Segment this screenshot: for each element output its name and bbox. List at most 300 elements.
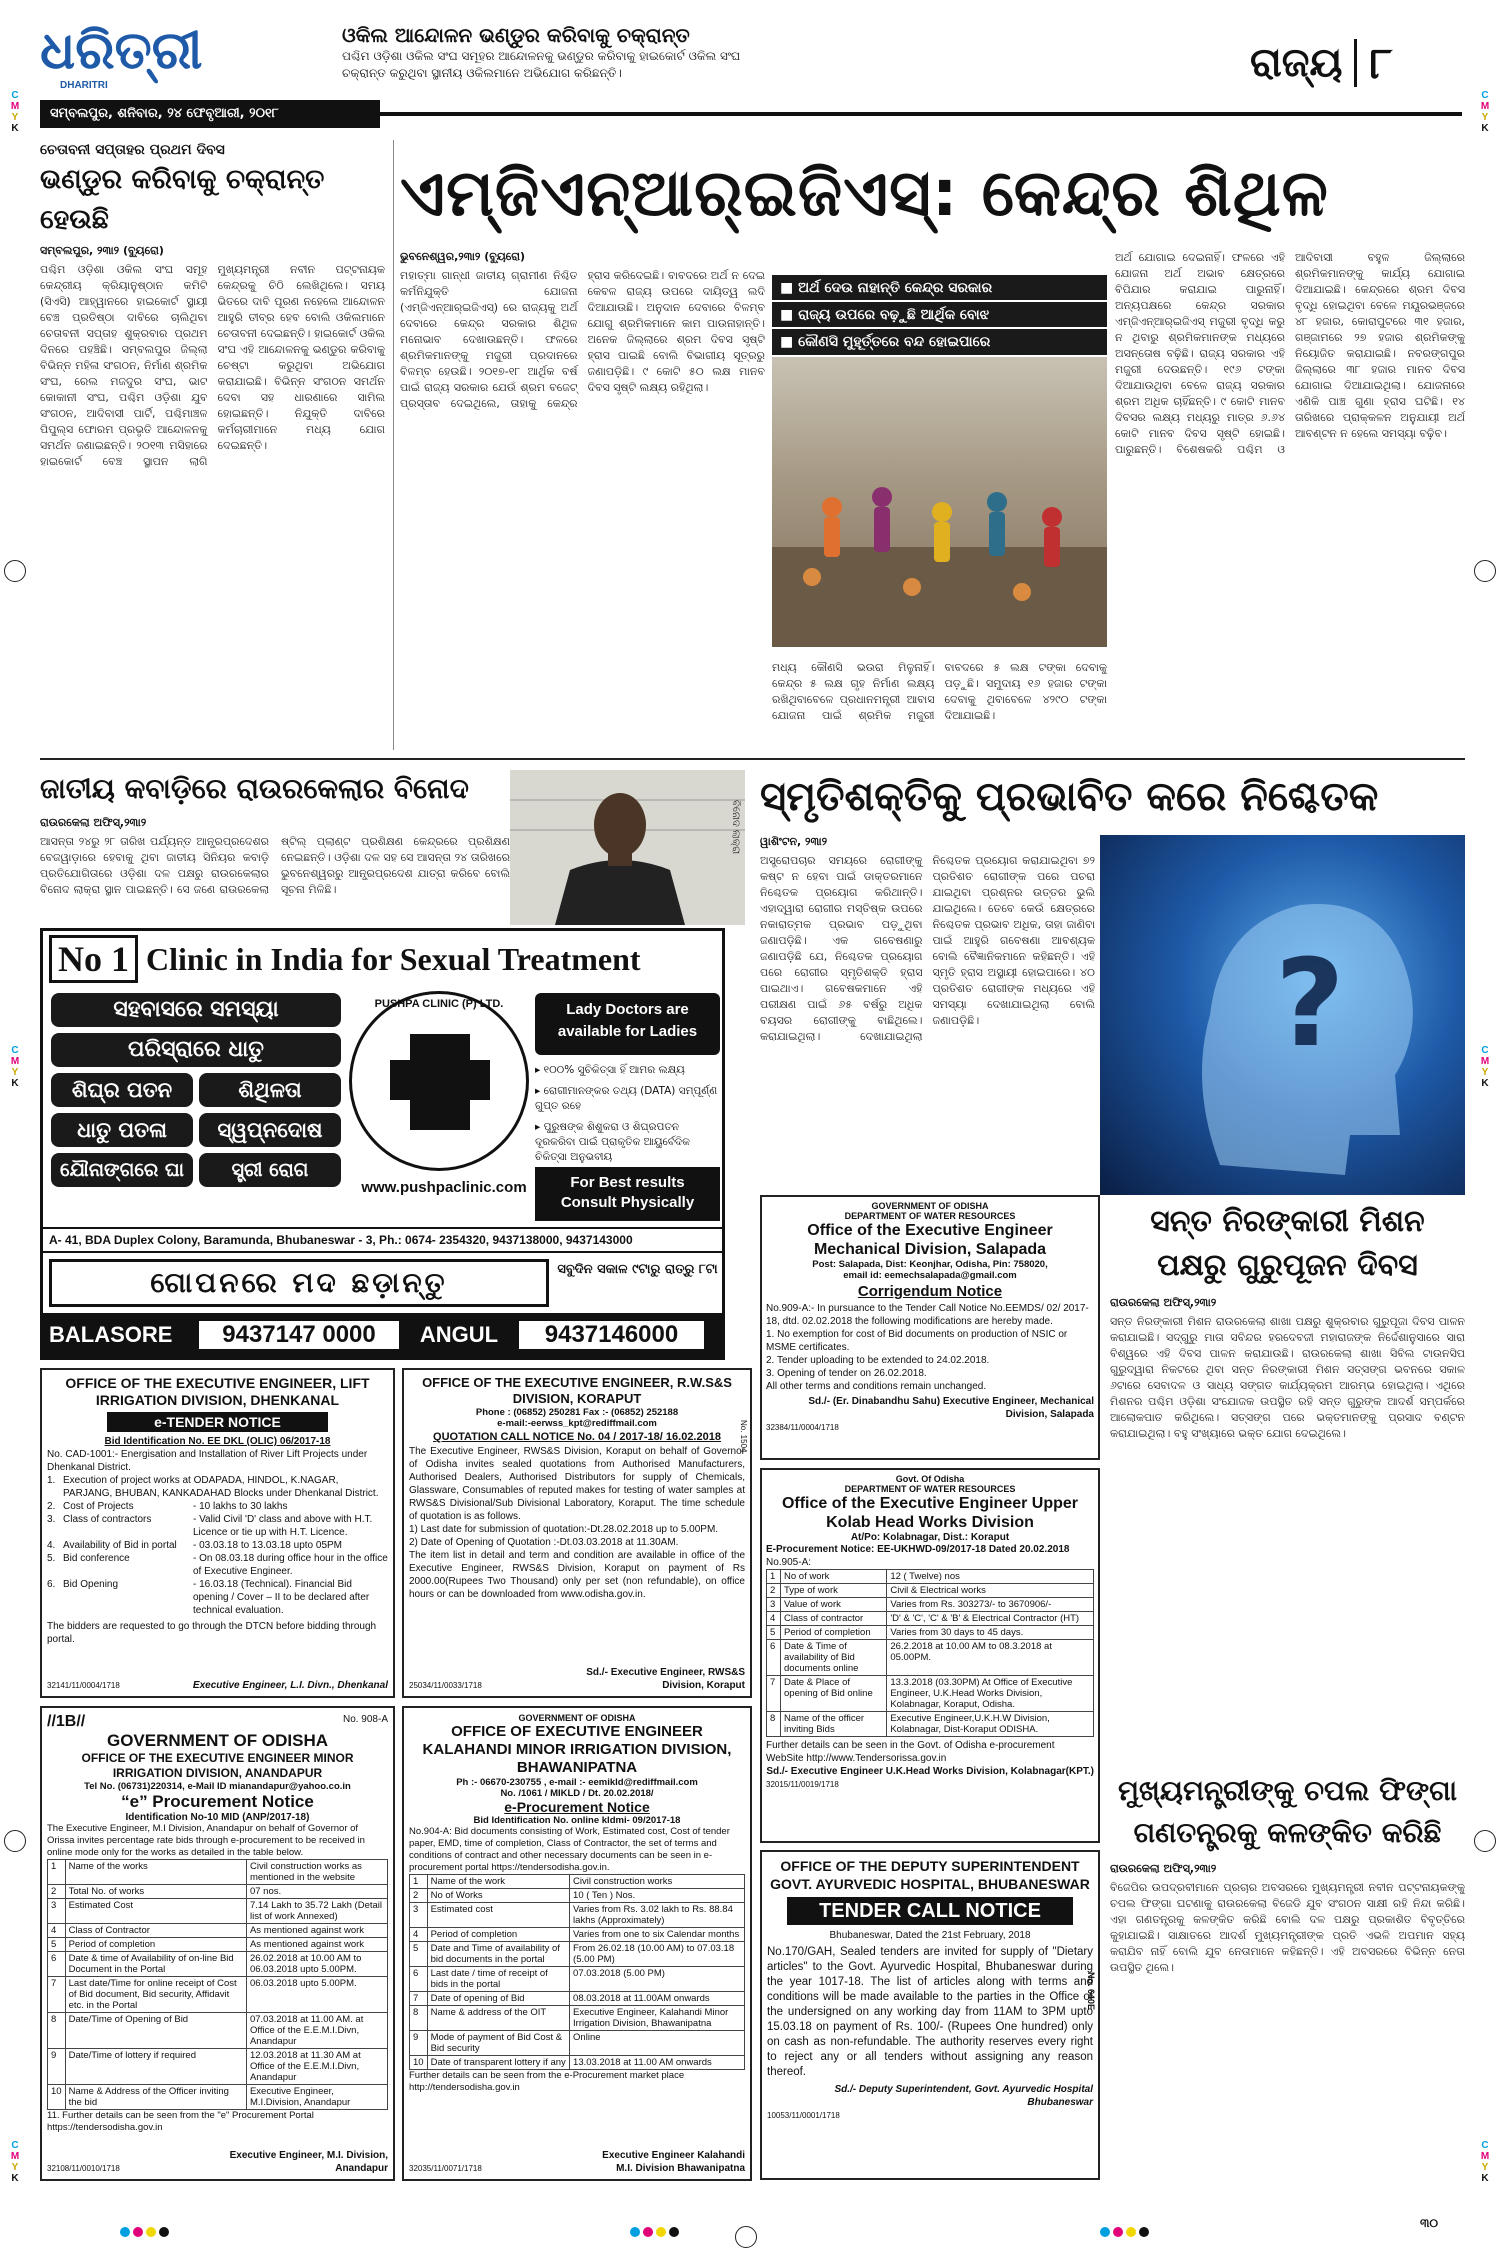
- row-number: 2: [767, 1584, 781, 1598]
- story-body: ବିଜେପିର ଉପଦ୍ରବୀମାନେ ପ୍ରଚାର ଅବସରରେ ମୁଖ୍ୟମନ୍ତ୍ରୀ ନବୀନ ପଟ୍ଟନାୟକଙ୍କୁ ଚପଲ ଫିଙ୍ଗା ଘଟଣାକୁ ରାଉରକେଲା ବିଜେଡି ଯୁବ ସଂଗଠନ ସାକ୍ଷୀ ରହି ନିନ୍ଦା କରିଛି। ଏହା ଗଣତନ୍ତ୍ରକୁ କଳଙ୍କିତ କରିଛି ବୋଲି ଦଳ ପକ୍ଷରୁ ପ୍ରକାଶିତ ବିବୃତ୍ତିରେ କୁହାଯାଇଛି। ସାକ୍ଷାତରେ ଆଦର୍ଶ ମୁଖ୍ୟମନ୍ତ୍ରୀଙ୍କ ପ୍ରତି ଏଭଳି ଅପମାନ ସହ୍ୟ କରାଯିବ ନାହିଁ ବୋଲି ଯୁବ ନେତାମାନେ କହିଛନ୍ତି। ଏହି ଅବସରରେ ବିଭିନ୍ନ ନେତା ଉପସ୍ଥିତ ଥିଲେ।: [1110, 1881, 1465, 1974]
- row-label: Name & address of the OIT: [427, 2006, 569, 2031]
- item-label: Bid conference: [63, 1553, 130, 1564]
- svg-text:?: ?: [1275, 935, 1345, 1074]
- clinic-website: www.pushpaclinic.com: [361, 1179, 527, 1196]
- item-number: 2.: [47, 1501, 56, 1512]
- notice-banner: e-TENDER NOTICE: [107, 1412, 328, 1432]
- notice-phone: Ph :- 06670-230755 , e-mail :- eemikld@rediffmail.com: [456, 1777, 698, 1788]
- footer-page-mark: ୩୦: [1420, 2216, 1439, 2230]
- table-row: [767, 1626, 1094, 1640]
- registration-mark: [1474, 1830, 1496, 1852]
- story-body: [760, 853, 1095, 1213]
- row-label: Date/Time of lottery if required: [65, 2049, 246, 2085]
- main-headline: ଏମ୍‌ଜିଏନ୍‌ଆର୍‌ଇଜିଏସ୍‌: କେନ୍ଦ୍ର ଶିଥିଳ: [400, 157, 1329, 231]
- story-headline: ସ୍ମୃତିଶକ୍ତିକୁ ପ୍ରଭାବିତ କରେ ନିଶ୍ଚେତକ: [760, 774, 1379, 820]
- row-number: 3: [767, 1598, 781, 1612]
- clinic-service: ଯୌନାଙ୍ଗରେ ଘା: [51, 1153, 193, 1187]
- item-label: Availability of Bid in portal: [63, 1540, 177, 1551]
- story-body: ଆସନ୍ତା ୨୪ରୁ ୨୮ ତାରିଖ ପର୍ଯ୍ୟନ୍ତ ଆନ୍ଧ୍ରପ୍ରଦେଶର ବେଜୱାଡ଼ାରେ ହେବାକୁ ଥିବା ଜାତୀୟ ସିନିୟର କବାଡ଼ି ପ୍ରତିଯୋଗିତାରେ ଓଡ଼ିଶା ଦଳ ପକ୍ଷରୁ ରାଉରକେଲାର ବିନୋଦ ଲାକ୍ରା ସ୍ଥାନ ପାଇଛନ୍ତି। ସେ ଜଣେ ରାଉରକେଲା ଷ୍ଟିଲ୍ ପ୍ଲାଣ୍ଟ ପ୍ରଶିକ୍ଷଣ କେନ୍ଦ୍ରରେ ପ୍ରଶିକ୍ଷଣ ନେଇଛନ୍ତି। ଓଡ଼ିଶା ଦଳ ସହ ସେ ଆସନ୍ତା ୨୪ ତାରିଖରେ ଭୁବନେଶ୍ୱରରୁ ଆନ୍ଧ୍ରପ୍ରଦେଶ ଯାତ୍ରା କରିବେ ବୋଲି ସୂଚନା ମିଳିଛି।: [40, 835, 510, 896]
- list-item: [47, 1500, 388, 1513]
- row-number: 9: [48, 2049, 66, 2085]
- notice-item: 1. No exemption for cost of Bid documents on production of NSIC or MSME certificates.: [766, 1329, 1068, 1353]
- story-body-part: ଅସ୍ତ୍ରୋପଚାର ସମୟରେ ରୋଗୀଙ୍କୁ କଷ୍ଟ ନ ହେବା ପାଇଁ ଡାକ୍ତରମାନେ ନିଶ୍ଚେତକ ପ୍ରୟୋଗ କରିଥାନ୍ତି। ଏହାଦ୍ୱାରା ରୋଗୀର ମସ୍ତିଷ୍କ ଉପରେ ନକାରାତ୍ମକ ପ୍ରଭାବ ପଡ଼ୁଥିବା ଜଣାପଡ଼ିଛି। ଏକ ଗବେଷଣାରୁ ଜଣାପଡ଼ିଛି ଯେ, ନିଶ୍ଚେତକ ପ୍ରୟୋଗ ପରେ ରୋଗୀର ସ୍ମୃତିଶକ୍ତି ହ୍ରାସ ପାଇଥାଏ। ଗବେଷକମାନେ ଏହି ପରୀକ୍ଷଣ ପାଇଁ ୬୫ ବର୍ଷରୁ ଅଧିକ ବୟସର ରୋଗୀଙ୍କୁ ବାଛିଥିଲେ।: [760, 854, 923, 1027]
- row-label: Date and Time of availability of bid documents in the portal: [427, 1942, 569, 1967]
- notice-ref: 10053/11/0001/1718: [767, 2111, 840, 2120]
- notice-ref: 32035/11/0071/1718: [409, 2164, 482, 2173]
- story-body-part: ମହାତ୍ମା ଗାନ୍ଧୀ ଜାତୀୟ ଗ୍ରାମୀଣ ନିଶ୍ଚିତ କର୍ମନିଯୁକ୍ତି ଯୋଜନା (ଏମ୍‌ଜିଏନ୍‌ଆର୍‌ଇଜିଏସ୍‌) ରେ ରାଜ୍ୟକୁ ଅର୍ଥ ଦେବାରେ କେନ୍ଦ୍ର ସରକାର ଶିଥିଳ ମନୋଭାବ ଦେଖାଉଛନ୍ତି। ଫଳରେ ଶ୍ରମିକମାନଙ୍କୁ ମଜୁରୀ ପ୍ରଦାନରେ ବିଳମ୍ବ ହେଉଛି। ୨୦୧୭-୧୮ ଆର୍ଥିକ ବର୍ଷ ପାଇଁ ରାଜ୍ୟ ସରକାର ଯେଉଁ ଶ୍ରମ ବଜେଟ୍‌ ପ୍ରସ୍ତାବ ଦେଇଥିଲେ, ତାହାକୁ କେନ୍ଦ୍ର ହ୍ରାସ କରିଦେଇଛି।: [400, 269, 665, 410]
- clinic-service: ସହବାସରେ ସମସ୍ୟା: [51, 993, 341, 1027]
- item-number: 1.: [47, 1475, 56, 1486]
- story-headline: ଭଣ୍ଡୁର କରିବାକୁ ଚକ୍ରାନ୍ତ ହେଉଛି: [40, 164, 325, 235]
- row-value: 07 nos.: [246, 1885, 387, 1899]
- feature-text: ପୁରୁଷଙ୍କ ଶିଶୁକରା ଓ ଶିଘ୍ରପତନ ଦୂରକରିବା ପାଇଁ ପ୍ରାକୃତିକ ଆୟୁର୍ବେଦିକ ଚିକିତ୍ସା ଅନୁଭବୀୟ: [535, 1121, 690, 1163]
- table-row: [48, 1938, 388, 1952]
- row-value: From 26.02.18 (10.00 AM) to 07.03.18 (5.00 PM): [570, 1942, 745, 1967]
- notice-number: No. /1061 / MIKLD / Dt. 20.02.2018/: [500, 1788, 654, 1799]
- cmk-marks: C M Y K: [1480, 1045, 1490, 1089]
- city-label: ANGUL: [419, 1322, 499, 1347]
- row-number: 5: [410, 1942, 428, 1967]
- clinic-service: ସ୍ତ୍ରୀ ରୋଗ: [199, 1153, 341, 1187]
- bullet-text: ଅର୍ଥ ଦେଉ ନାହାନ୍ତି କେନ୍ଦ୍ର ସରକାର: [798, 280, 993, 296]
- section-divider: [1354, 39, 1357, 87]
- bid-identification: Bid Identification No. online kldmi- 09/2017-18: [473, 1815, 681, 1826]
- item-number: 3.: [47, 1514, 56, 1525]
- table-row: [48, 1952, 388, 1977]
- row-number: 2: [410, 1889, 428, 1903]
- clinic-banner: ଗୋପନରେ ମଦ ଛଡ଼ାନ୍ତୁ: [49, 1259, 549, 1307]
- memory-story-col: [760, 835, 1095, 1213]
- item-number: 4.: [47, 1540, 56, 1551]
- story-dateline: ଭୁବନେଶ୍ୱର,୨୩ା୨ (ବ୍ୟୁରୋ): [400, 250, 526, 263]
- notice-item: All other terms and conditions remain unchanged.: [766, 1381, 987, 1392]
- table-row: [767, 1570, 1094, 1584]
- notice-line: The item list in detail and term and condition are available in office of the Executive Engineer, RWS&S Division, Koraput on payment of Rs 2000.00(Rupees Two Thousand) only per set (non refundable), on office hours or can be downloaded from www.odisha.gov.in.: [409, 1550, 745, 1600]
- clinic-ad: [40, 928, 725, 1360]
- row-number: 1: [410, 1875, 428, 1889]
- lead-left-story: [40, 140, 385, 802]
- anandapur-notice: [40, 1706, 395, 2181]
- notice-table: [766, 1569, 1094, 1737]
- notice-title: OFFICE OF THE EXECUTIVE ENGINEER, R.W.S&S DIVISION, KORAPUT: [422, 1375, 732, 1406]
- story-body: ମଧ୍ୟ କୌଣସି ଭଉରା ମିଳୁନାହିଁ। କେନ୍ଦ୍ର ୫ ଲକ୍ଷ ଗୃହ ନିର୍ମାଣ ଲକ୍ଷ୍ୟ ରଖିଥିବାବେଳେ ପ୍ରଧାନମନ୍ତ୍ରୀ ଆବାସ ଯୋଜନା ପାଇଁ ଶ୍ରମିକ ମଜୁରୀ ବାବଦରେ ୫ ଲକ୍ଷ ଟଙ୍କା ଦେବାକୁ ପଡ଼ୁଛି। ସମୁଦାୟ ୧୬ ହଜାର ଟଙ୍କା ଦେବାକୁ ଥିବାବେଳେ ୪୨୯୦ ଟଙ୍କା ଦିଆଯାଇଛି।: [772, 661, 1107, 722]
- clinic-title: [49, 935, 719, 983]
- row-label: Date & Time of availability of Bid documents online: [781, 1640, 887, 1676]
- row-label: Value of work: [781, 1598, 887, 1612]
- player-photo: [510, 770, 745, 925]
- row-number: 3: [48, 1899, 66, 1924]
- story-body: [400, 268, 765, 753]
- clinic-feature: ▸ ପୁରୁଷଙ୍କ ଶିଶୁକରା ଓ ଶିଘ୍ରପତନ ଦୂରକରିବା ପାଇଁ ପ୍ରାକୃତିକ ଆୟୁର୍ବେଦିକ ଚିକିତ୍ସା ଅନୁଭବୀୟ: [535, 1121, 690, 1163]
- story-dateline: ସମ୍ବଲପୁର, ୨୩ା୨ (ବ୍ୟୁରୋ): [40, 244, 164, 257]
- notice-phone: Tel No. (06731)220314, e-Mail ID mianandapur@yahoo.co.in: [84, 1781, 351, 1792]
- row-number: 1: [48, 1860, 66, 1885]
- notice-ref: 32141/11/0004/1718: [47, 1681, 120, 1690]
- notice-signature: Executive Engineer, L.I. Divn., Dhenkanal: [192, 1680, 388, 1691]
- feature-text: ୧୦୦% ସୁଚିକିତ୍ସା ହିଁ ଆମର ଲକ୍ଷ୍ୟ: [543, 1064, 685, 1076]
- rwss-notice: [402, 1368, 752, 1698]
- item-value: - Valid Civil 'D' class and above with H.T. Licence or tie up with H.T. Licence.: [193, 1514, 373, 1538]
- cm-story: [1110, 1770, 1465, 2180]
- bullet-item: ■ କୌଣସି ମୁହୂର୍ତ୍ତରେ ବନ୍ଦ ହୋଇପାରେ: [772, 329, 1107, 355]
- top-teaser: [342, 22, 1242, 82]
- table-row: [410, 1875, 745, 1889]
- notice-footer: 11. Further details can be seen from the "e" Procurement Portal https://tendersodisha.gov.in: [47, 2110, 314, 2133]
- row-label: Name of the works: [65, 1860, 246, 1885]
- row-label: Period of completion: [65, 1938, 246, 1952]
- phone-number[interactable]: 9437147 0000: [199, 1321, 399, 1349]
- notice-title: Office of the Executive Engineer Mechanical Division, Salapada: [807, 1222, 1053, 1258]
- clinic-seal: [349, 991, 529, 1171]
- page-number: ୮: [1369, 37, 1393, 89]
- row-number: 8: [767, 1712, 781, 1737]
- notice-side-number: No. 640E: [1086, 1972, 1096, 2011]
- row-label: Date/Time of Opening of Bid: [65, 2013, 246, 2049]
- row-value: As mentioned against work: [246, 1924, 387, 1938]
- row-number: 5: [767, 1626, 781, 1640]
- notice-address: Post: Salapada, Dist: Keonjhar, Odisha, Pin: 758020,: [812, 1259, 1048, 1270]
- item-label: Class of contractors: [63, 1514, 152, 1525]
- row-label: No of work: [781, 1570, 887, 1584]
- notice-date: Bhubaneswar, Dated the 21st February, 2018: [829, 1930, 1031, 1941]
- masthead-logo: [40, 22, 340, 102]
- clinic-phone-bar: [43, 1313, 722, 1357]
- row-number: 4: [767, 1612, 781, 1626]
- story-kicker: ଚେତାବନୀ ସପ୍ତାହର ପ୍ରଥମ ଦିବସ: [40, 142, 225, 158]
- row-label: Date of transparent lottery if any: [427, 2056, 569, 2070]
- notice-banner: TENDER CALL NOTICE: [787, 1897, 1073, 1925]
- row-label: Name of the officer inviting Bids: [781, 1712, 887, 1737]
- notice-signature: Sd./- Executive Engineer U.K.Head Works Division, Kolabnagar(KPT.): [766, 1766, 1094, 1777]
- row-value: Executive Engineer,U.K.H.W Division, Kolabnagar, Dist-Koraput ODISHA.: [887, 1712, 1094, 1737]
- story-dateline: ରାଉରକେଲା ଅଫିସ୍‌,୨୩ା୨: [1110, 1296, 1217, 1309]
- table-row: [767, 1598, 1094, 1612]
- row-number: 6: [767, 1640, 781, 1676]
- row-value: Civil & Electrical works: [887, 1584, 1094, 1598]
- photo-caption: ବିନୋଦ ଲାକ୍ରା: [730, 800, 741, 855]
- player-illustration: [510, 770, 745, 925]
- bullet-text: କୌଣସି ମୁହୂର୍ତ୍ତରେ ବନ୍ଦ ହୋଇପାରେ: [798, 334, 991, 350]
- notice-tagline: [47, 1713, 388, 1731]
- row-value: 08.03.2018 at 11.00AM onwards: [570, 1992, 745, 2006]
- notice-banner: Corrigendum Notice: [857, 1283, 1003, 1300]
- row-value: Civil construction works: [570, 1875, 745, 1889]
- row-value: Varies from Rs. 303273/- to 3670906/-: [887, 1598, 1094, 1612]
- top-teaser-line: ପଶ୍ଚିମ ଓଡ଼ିଶା ଓକିଲ ସଂଘ ସମୂହର ଆନ୍ଦୋଳନକୁ ଭଣ୍ଡୁର କରିବାକୁ ହାଇକୋର୍ଟ ଓକିଲ ସଂଘ: [342, 49, 741, 63]
- clinic-address: A- 41, BDA Duplex Colony, Baramunda, Bhubaneswar - 3, Ph.: 0674- 2354320, 9437138000, 9437143000: [43, 1227, 722, 1253]
- row-value: Varies from Rs. 3.02 lakh to Rs. 88.84 lakhs (Approximately): [570, 1903, 745, 1928]
- item-value: - 03.03.18 to 13.03.18 upto 05PM: [193, 1540, 342, 1551]
- row-value: Executive Engineer, M.I.Division, Anandapur: [246, 2085, 387, 2110]
- notice-gov: GOVERNMENT OF ODISHA: [518, 1713, 636, 1723]
- feature-text: ରୋଗୀମାନଙ୍କର ତଥ୍ୟ (DATA) ସମ୍ପୂର୍ଣ୍ଣ ଗୁପ୍ତ ରହେ: [535, 1085, 718, 1112]
- masthead-rule: [380, 112, 1462, 116]
- notice-list: [47, 1474, 388, 1617]
- story-headline: ମୁଖ୍ୟମନ୍ତ୍ରୀଙ୍କୁ ଚପଲ ଫିଙ୍ଗା: [1117, 1774, 1458, 1807]
- row-value: 26.2.2018 at 10.00 AM to 08.3.2018 at 05.00PM.: [887, 1640, 1094, 1676]
- notice-line: 1) Last date for submission of quotation:-Dt.28.02.2018 up to 5.00PM.: [409, 1524, 719, 1535]
- notice-dept: DEPARTMENT OF WATER RESOURCES: [844, 1484, 1016, 1494]
- color-bar: [120, 2222, 172, 2241]
- city-label: BALASORE: [49, 1322, 173, 1347]
- item-label: Execution of project works at ODAPADA, HINDOL, K.NAGAR, PARJANG, BHUBAN, KANKADAHAD Blocks under Dhenkanal District.: [63, 1475, 379, 1499]
- table-row: [767, 1676, 1094, 1712]
- section-rule: [40, 758, 1465, 760]
- list-item: [47, 1474, 388, 1500]
- notice-footer: The bidders are requested to go through the DTCN before bidding through portal.: [47, 1621, 377, 1645]
- row-number: 4: [48, 1924, 66, 1938]
- table-row: [48, 1977, 388, 2013]
- row-value: Civil construction works as mentioned in the website: [246, 1860, 387, 1885]
- row-label: Date & Place of opening of Bid online: [781, 1676, 887, 1712]
- notice-table: [47, 1859, 388, 2110]
- head-illustration: [1100, 835, 1465, 1195]
- notice-body: No. CAD-1001:- Energisation and Installation of River Lift Projects under Dhenkanal District.: [47, 1449, 368, 1473]
- table-row: [48, 2085, 388, 2110]
- workers-illustration: [772, 357, 1107, 647]
- table-row: [767, 1612, 1094, 1626]
- table-row: [410, 2031, 745, 2056]
- bullet-text: ରାଜ୍ୟ ଉପରେ ବଢ଼ୁଛି ଆର୍ଥିକ ବୋଝ: [798, 307, 990, 323]
- clinic-service: ଧାତୁ ପତଳା: [51, 1113, 193, 1147]
- color-bar: [630, 2222, 682, 2241]
- bullet-item: ■ ରାଜ୍ୟ ଉପରେ ବଢ଼ୁଛି ଆର୍ଥିକ ବୋଝ: [772, 302, 1107, 328]
- row-label: Type of work: [781, 1584, 887, 1598]
- row-number: 7: [410, 1992, 428, 2006]
- story-body: [1115, 250, 1465, 740]
- story-body: ପଶ୍ଚିମ ଓଡ଼ିଶା ଓକିଲ ସଂଘ ସମୂହ କେନ୍ଦ୍ରୀୟ କ୍ରିୟାନୁଷ୍ଠାନ କମିଟି (ସିଏସି) ଆହ୍ୱାନରେ ହାଇକୋର୍ଟ ସ୍ଥାୟୀ ବେଞ୍ଚ ପ୍ରତିଷ୍ଠା ଦାବିରେ ଚାଲିଥିବା ଚେତାବନୀ ସପ୍ତାହ ଶୁକ୍ରବାର ପ୍ରଥମ ଦିନରେ ପହଞ୍ଚିଛି। ସମ୍ବଲପୁର ଜିଲ୍ଲା ବିଭିନ୍ନ ମହିଳା ସଂଗଠନ, ନିର୍ମାଣ ଶ୍ରମିକ ସଂଘ, ରେଲ ମଜଦୁର ସଂଘ, ଭାଟ କୋକାନୀ ସଂଘ, ପଶ୍ଚିମ ଓଡ଼ିଶା ଯୁବ ସଂଗଠନ, ଆଦିବାସୀ ପାର୍ଟି, ପଶ୍ଚିମାଞ୍ଚଳ ପିପୁଲ୍ସ ଫୋରମ ପ୍ରଭୃତି ଆନ୍ଦୋଳନକୁ ସମର୍ଥନ ଜଣାଇଛନ୍ତି। ୨୦୧୩ ମସିହାରେ ହାଇକୋର୍ଟ ବେଞ୍ଚ ସ୍ଥାପନ ଲାଗି ମୁଖ୍ୟମନ୍ତ୍ରୀ ନବୀନ ପଟ୍ଟନାୟକ କେନ୍ଦ୍ରକୁ ଚିଠି ଲେଖିଥିଲେ। ସମୟ ଭିତରେ ଦାବି ପୂରଣ ନହେଲେ ଆନ୍ଦୋଳନ ଆହୁରି ତୀବ୍ର ହେବ ବୋଲି ଓକିଲମାନେ ଚେତାବନୀ ଦେଇଛନ୍ତି। ହାଇକୋର୍ଟ ଓକିଲ ସଂଘ ଏହି ଆନ୍ଦୋଳନକୁ ଭଣ୍ଡୁର କରିବାକୁ ଚେଷ୍ଟା କରୁଥିବା ଅଭିଯୋଗ କରାଯାଇଛି। ବିଭିନ୍ନ ସଂଗଠନ ସମର୍ଥନ ଦେବା ସହ ଧାରଣାରେ ସାମିଲ ହୋଇଛନ୍ତି। ନିଯୁକ୍ତି ଦାବିରେ କର୍ମଚାରୀମାନେ ମଧ୍ୟ ଯୋଗ ଦେଇଛନ୍ତି।: [40, 263, 385, 468]
- row-value: 'D' & 'C', 'C' & 'B' & Electrical Contractor (HT): [887, 1612, 1094, 1626]
- notice-signature: Sd./- Deputy Superintendent, Govt. Ayurvedic Hospital Bhubaneswar: [834, 2084, 1093, 2108]
- notice-ref: 32015/11/0019/1718: [766, 1780, 839, 1789]
- clinic-features: [535, 1063, 720, 1165]
- cmk-marks: C M Y K: [1480, 2140, 1490, 2184]
- notice-title: OFFICE OF THE EXECUTIVE ENGINEER, LIFT IRRIGATION DIVISION, DHENKANAL: [65, 1375, 370, 1408]
- table-row: [767, 1640, 1094, 1676]
- notice-phone: Phone : (06852) 250281 Fax :- (06852) 252188: [475, 1407, 679, 1418]
- dateline-bar: ସମ୍ବଲପୁର, ଶନିବାର, ୨୪ ଫେବୃଆରୀ, ୨୦୧୮: [40, 100, 380, 128]
- main-story-col: [772, 660, 1107, 740]
- table-row: [767, 1712, 1094, 1737]
- row-label: Name & Address of the Officer inviting the bid: [65, 2085, 246, 2110]
- lady-doctors-badge: Lady Doctors are available for Ladies: [535, 993, 720, 1055]
- notice-number: QUOTATION CALL NOTICE No. 04 / 2017-18/ 16.02.2018: [433, 1431, 721, 1443]
- notice-number: E-Procurement Notice: EE-UKHWD-09/2017-18 Dated 20.02.2018: [766, 1544, 1070, 1555]
- bid-identification: Bid Identification No. EE DKL (OLIC) 06/2017-18: [104, 1436, 331, 1447]
- notice-body: No.909-A:- In pursuance to the Tender Call Notice No.EEMDS/ 02/ 2017-18, dtd. 02.02.2018 the following modifications are hereby made.: [766, 1303, 1089, 1327]
- lead-main-story: [400, 150, 1465, 238]
- table-row: [410, 1992, 745, 2006]
- registration-mark: [1474, 560, 1496, 582]
- table-row: [410, 1928, 745, 1942]
- bullet-item: ■ ଅର୍ଥ ଦେଉ ନାହାନ୍ତି କେନ୍ଦ୍ର ସରକାର: [772, 275, 1107, 301]
- section-name: ରାଜ୍ୟ: [1250, 40, 1343, 86]
- item-label: Cost of Projects: [63, 1501, 134, 1512]
- notice-footer: Further details can be seen from the e-Procurement market place http://tendersodisha.gov.in: [409, 2070, 685, 2093]
- row-number: 2: [48, 1885, 66, 1899]
- notice-item: 3. Opening of tender on 26.02.2018.: [766, 1368, 927, 1379]
- story-dateline: ୱାଶିଂଟନ, ୨୩ା୨: [760, 835, 828, 848]
- story-headline: ଜାତୀୟ କବାଡ଼ିରେ ରାଉରକେଲାର ବିନୋଦ: [40, 772, 469, 805]
- row-value: 07.03.2018 (5.00 PM): [570, 1967, 745, 1992]
- row-number: 6: [410, 1967, 428, 1992]
- clinic-feature: ▸ ୧୦୦% ସୁଚିକିତ୍ସା ହିଁ ଆମର ଲକ୍ଷ୍ୟ: [535, 1064, 685, 1076]
- row-value: Online: [570, 2031, 745, 2056]
- clinic-feature: ▸ ରୋଗୀମାନଙ୍କର ତଥ୍ୟ (DATA) ସମ୍ପୂର୍ଣ୍ଣ ଗୁପ୍ତ ରହେ: [535, 1085, 718, 1112]
- row-value: 07.03.2018 at 11.00 AM. at Office of the E.E.M.I.Divn, Anandapur: [246, 2013, 387, 2049]
- cmk-marks: C M Y K: [10, 1045, 20, 1089]
- row-number: 10: [410, 2056, 428, 2070]
- notice-body: The Executive Engineer, RWS&S Division, Koraput on behalf of Governor of Odisha invites sealed quotations from Authorised Manufacturers, Authorised Dealers, Authorised Distributors for supply of Chemicals, Glassware, Consumables of reputed makes for testing of water samples at RWS&S Divisional/Sub Divisional Laboratory, Koraput. The time schedule of quotation is as follows.: [409, 1446, 745, 1522]
- row-label: Date of opening of Bid: [427, 1992, 569, 2006]
- table-row: [767, 1584, 1094, 1598]
- row-number: 4: [410, 1928, 428, 1942]
- notice-email: email id: eemechsalapada@gmail.com: [843, 1270, 1017, 1281]
- column-rule: [393, 140, 394, 750]
- notice-title: Office of the Executive Engineer Upper Kolab Head Works Division: [781, 1495, 1079, 1531]
- nirankari-story: [1110, 1200, 1465, 1684]
- main-story-col: [400, 250, 765, 753]
- item-number: 5.: [47, 1553, 56, 1564]
- ayurvedic-notice: [760, 1850, 1100, 2180]
- clinic-service: ଶିଘ୍ର ପତନ: [51, 1073, 193, 1107]
- table-row: [48, 2049, 388, 2085]
- row-value: 06.03.2018 upto 5.00PM.: [246, 1977, 387, 2013]
- row-label: Class of contractor: [781, 1612, 887, 1626]
- notice-body: No.904-A: Bid documents consisting of Work, Estimated cost, Cost of tender paper, EMD, time of completion, Class of Contractor, the set of terms and conditions of contract and other necessary documents can be seen in e-procurement portal https://tendersodisha.gov.in.: [409, 1826, 730, 1873]
- table-row: [410, 1942, 745, 1967]
- table-row: [410, 2056, 745, 2070]
- notice-address: At/Po: Kolabnagar, Dist.: Koraput: [850, 1532, 1010, 1543]
- notice-table: [409, 1874, 745, 2070]
- top-teaser-line: ଚକ୍ରାନ୍ତ କରୁଥିବା ସ୍ଥାନୀୟ ଓକିଲମାନେ ଅଭିଯୋଗ କରିଛନ୍ତି।: [342, 66, 622, 80]
- notice-signature: Executive Engineer Kalahandi M.I. Division Bhawanipatna: [602, 2150, 745, 2174]
- notice-body: The Executive Engineer, M.I Division, Anandapur on behalf of Governor of Orissa invites percentage rate bids through e-procurement to be received in online mode only for the works as detailed in the table below.: [47, 1823, 365, 1858]
- table-row: [48, 2013, 388, 2049]
- row-value: Executive Engineer, Kalahandi Minor Irrigation Division, Bhawanipatna: [570, 2006, 745, 2031]
- story-headline: ପକ୍ଷରୁ ଗୁରୁପୂଜନ ଦିବସ: [1157, 1248, 1418, 1283]
- story-body-part: କରାଯାଇଥିଲା। ଦେଖାଯାଇଥିଲା ନିଶ୍ଚେତକ ପ୍ରୟୋଗ କରାଯାଇଥିବା ୭୨ ପ୍ରତିଶତ ରୋଗୀଙ୍କ ପରେ ପଚରା ଯାଇଥିବା ପ୍ରଶ୍ନର ଉତ୍ତର ଭୁଲି ଯାଇଥିଲେ। ତେବେ କେଉଁ କ୍ଷେତ୍ରରେ ନିଶ୍ଚେତକ ପ୍ରଭାବ ଅଧିକ, ତାହା ଜାଣିବା ପାଇଁ ଆହୁରି ଗବେଷଣା ଆବଶ୍ୟକ ବୋଲି ବୈଜ୍ଞାନିକମାନେ କହିଛନ୍ତି। ଏହି ସ୍ମୃତି ହ୍ରାସ ଅସ୍ଥାୟୀ ହୋଇପାରେ। ୪୦ ପ୍ରତିଶତ ରୋଗୀଙ୍କ ମଧ୍ୟରେ ଏହି ସମସ୍ୟା ଦେଖାଯାଇଥିଲା ବୋଲି ଜଣାପଡ଼ିଛି।: [760, 854, 1095, 1043]
- item-number: 6.: [47, 1579, 56, 1590]
- row-value: 12.03.2018 at 11.30 AM at Office of the E.E.M.I.Divn, Anandapur: [246, 2049, 387, 2085]
- row-label: Period of completion: [427, 1928, 569, 1942]
- row-number: 8: [48, 2013, 66, 2049]
- notice-ref: 32384/11/0004/1718: [766, 1423, 839, 1432]
- notice-ref: 25034/11/0033/1718: [409, 1681, 482, 1690]
- row-label: Date & time of Availability of on-line Bid Document in the Portal: [65, 1952, 246, 1977]
- row-label: Total No. of works: [65, 1885, 246, 1899]
- notice-number: No. 908-A: [342, 1714, 388, 1725]
- row-label: Class of Contractor: [65, 1924, 246, 1938]
- memory-story: [760, 768, 1465, 826]
- story-body: ସନ୍ତ ନିରଙ୍କାରୀ ମିଶନ ରାଉରକେଲା ଶାଖା ପକ୍ଷରୁ ଶୁକ୍ରବାର ଗୁରୁପୂଜା ଦିବସ ପାଳନ କରାଯାଇଛି। ସଦ୍‌ଗୁରୁ ମାତା ସବିନ୍ଦର ହରଦେବଜୀ ମହାରାଜଙ୍କ ନିର୍ଦ୍ଦେଶାନୁସାରେ ସାରା ବିଶ୍ୱରେ ଏହି ଦିବସ ପାଳନ କରାଯାଉଛି। ରାଉରକେଲା ଶାଖା ସିବିଲ ଟାଉନସିପ ଗୁରୁଦ୍ୱାରା ନିକଟରେ ଥିବା ସନ୍ତ ନିରଙ୍କାରୀ ମିଶନ ସତ୍‌ସଙ୍ଗ ଭବନରେ ସକାଳ ୬ଟାରେ ସେବାଦଳ ଓ ସାଧ୍ୟ ସଙ୍ଗତ କାର୍ଯ୍ୟକ୍ରମ ଆରମ୍ଭ ହୋଇଥିଲା। ଏଥିରେ ମିଶନର ପଶ୍ଚିମ ଓଡ଼ିଶା ସଂଯୋଜକ ଉପସ୍ଥିତ ରହି ସନ୍ତ ଗୁରୁଙ୍କ ଆଦର୍ଶ ସମ୍ପର୍କରେ ଆଲୋକପାତ କରିଥିଲେ। ସତ୍‌ସଙ୍ଗ ପରେ ଭକ୍ତମାନଙ୍କୁ ପ୍ରସାଦ ବଣ୍ଟନ କରାଯାଇଥିଲା। ବହୁ ସଂଖ୍ୟାରେ ଭକ୍ତ ଯୋଗ ଦେଇଥିଲେ।: [1110, 1315, 1465, 1440]
- notice-banner: “e” Procurement Notice: [121, 1792, 314, 1811]
- row-label: Last date/Time for online receipt of Cost of Bid document, Bid security, Affidavit etc. in the Portal: [65, 1977, 246, 2013]
- notice-ref: 32108/11/0010/1718: [47, 2164, 120, 2173]
- cmk-marks: C M Y K: [1480, 90, 1490, 134]
- item-value: [383, 1474, 388, 1500]
- notice-number: No.905-A:: [766, 1557, 812, 1568]
- notice-title: OFFICE OF THE EXECUTIVE ENGINEER MINOR IRRIGATION DIVISION, ANANDAPUR: [81, 1751, 354, 1780]
- row-value: Varies from one to six Calendar months: [570, 1928, 745, 1942]
- notice-item: 2. Tender uploading to be extended to 24.02.2018.: [766, 1355, 990, 1366]
- section-header: [1250, 30, 1460, 96]
- notice-gov: Govt. Of Odisha: [895, 1474, 965, 1484]
- cross-horizontal: [390, 1060, 490, 1100]
- brain-image: [1100, 835, 1465, 1195]
- story-dateline: ରାଉରକେଲା ଅଫିସ୍‌,୨୩ା୨: [40, 816, 147, 829]
- clinic-timing: ସବୁଦିନ ସକାଳ ୯ଟାରୁ ରାତ୍ରୁ ୮ଟା: [557, 1262, 718, 1277]
- row-value: 12 ( Twelve) nos: [887, 1570, 1094, 1584]
- row-number: 1: [767, 1570, 781, 1584]
- salapada-notice: [760, 1195, 1100, 1460]
- table-row: [48, 1860, 388, 1885]
- cmk-marks: C M Y K: [10, 90, 20, 134]
- bullet-box: [772, 275, 1107, 357]
- list-item: [47, 1552, 388, 1578]
- row-value: Varies from 30 days to 45 days.: [887, 1626, 1094, 1640]
- row-number: 5: [48, 1938, 66, 1952]
- notice-dept: DEPARTMENT OF WATER RESOURCES: [844, 1211, 1016, 1221]
- table-row: [410, 1889, 745, 1903]
- row-number: 9: [410, 2031, 428, 2056]
- row-value: 7.14 Lakh to 35.72 Lakh (Detail list of work Annexed): [246, 1899, 387, 1924]
- row-value: 13.03.2018 at 11.00 AM onwards: [570, 2056, 745, 2070]
- logo-text: ଧରିତ୍ରୀ: [40, 20, 203, 81]
- row-value: As mentioned against work: [246, 1938, 387, 1952]
- story-body-part: ବାବଦରେ ଅର୍ଥ ନ ଦେଇ କେବଳ ରାଜ୍ୟ ଉପରେ ଦାୟିତ୍ୱ ଲଦି ଦିଆଯାଉଛି। ଅନୁଦାନ ଦେବାରେ ବିଳମ୍ବ ଯୋଗୁ ଶ୍ରମିକମାନେ କାମ ପାଉନାହାନ୍ତି। ଅନେକ ଜିଲ୍ଲାରେ ଶ୍ରମ ଦିବସ ସୃଷ୍ଟି ହ୍ରାସ ପାଇଛି ବୋଲି ବିଭାଗୀୟ ସୂତ୍ରରୁ ଜଣାପଡ଼ିଛି। ୯ କୋଟି ୫୦ ଲକ୍ଷ ମାନବ ଦିବସ ସୃଷ୍ଟି ଲକ୍ଷ୍ୟ ରହିଥିଲା।: [587, 269, 765, 394]
- notice-email: e-mail:-eerwss_kpt@rediffmail.com: [497, 1418, 657, 1429]
- table-row: [410, 1903, 745, 1928]
- notice-footer: Further details can be seen in the Govt. of Odisha e-procurement WebSite http://www.Tendersorissa.gov.in: [766, 1740, 1055, 1764]
- notice-tag: //1B//: [47, 1713, 86, 1730]
- row-label: No of Works: [427, 1889, 569, 1903]
- cmk-marks: C M Y K: [10, 2140, 20, 2184]
- table-row: [48, 1885, 388, 1899]
- lift-irrigation-notice: [40, 1368, 395, 1698]
- notice-gov: GOVERNMENT OF ODISHA: [871, 1201, 989, 1211]
- clinic-service: ପରିସ୍ରାରେ ଧାତୁ: [51, 1033, 341, 1067]
- notice-line: 2) Date of Opening of Quotation :-Dt.03.03.2018 at 11.30AM.: [409, 1537, 679, 1548]
- story-headline: ଗଣତନ୍ତ୍ରକୁ କଳଙ୍କିତ କରିଛି: [1133, 1816, 1442, 1849]
- list-item: [47, 1513, 388, 1539]
- clinic-number: No 1: [49, 935, 138, 983]
- color-bar: [1100, 2222, 1152, 2241]
- clinic-service: ସ୍ୱପ୍ନଦୋଷ: [199, 1113, 341, 1147]
- list-item: [47, 1539, 388, 1552]
- clinic-service: ଶିଥିଳତା: [199, 1073, 341, 1107]
- row-number: 7: [767, 1676, 781, 1712]
- notice-title: OFFICE OF EXECUTIVE ENGINEER KALAHANDI MINOR IRRIGATION DIVISION, BHAWANIPATNA: [422, 1723, 732, 1776]
- item-label: Bid Opening: [63, 1579, 119, 1590]
- registration-mark: [4, 1830, 26, 1852]
- phone-number[interactable]: 9437146000: [519, 1321, 704, 1349]
- table-row: [48, 1924, 388, 1938]
- row-value: 10 ( Ten ) Nos.: [570, 1889, 745, 1903]
- row-label: Estimated Cost: [65, 1899, 246, 1924]
- row-label: Name of the work: [427, 1875, 569, 1889]
- story-body-part: ପାରୁଛନ୍ତି। ବିଶେଷକରି ପଶ୍ଚିମ ଓ ଆଦିବାସୀ ବହୁଳ ଜିଲ୍ଲାରେ ଶ୍ରମିକମାନଙ୍କୁ କାର୍ଯ୍ୟ ଯୋଗାଇ ଦିଆଯାଇଛି। କେନ୍ଦ୍ରରେ ଶ୍ରମ ଦିବସ ବୃଦ୍ଧି ହୋଇଥିବା ବେଳେ ମୟୂରଭଞ୍ଜରେ ୪୮ ହଜାର, କୋରାପୁଟରେ ୩୧ ହଜାର, ଗଞ୍ଜାମରେ ୨୭ ହଜାର ଶ୍ରମିକଙ୍କୁ ନିୟୋଜିତ କରାଯାଇଛି। ନବରଙ୍ଗପୁର ଜିଲ୍ଲାରେ ୩୮ ହଜାର ମାନବ ଦିବସ ଯୋଗାଇ ଦିଆଯାଇଥିଲା। ଯୋଜନାରେ ଏଣିକି ପାଞ୍ଚ ଗୁଣା ହ୍ରାସ ଘଟିଛି। ୧୪ ତାରିଖରେ ପ୍ରାକ୍‌କଳନ ଅନୁଯାୟୀ ଅର୍ଥ ଆବଣ୍ଟନ ନ ହେଲେ ସମସ୍ୟା ବଢ଼ିବ।: [1115, 251, 1465, 456]
- story-body-part: ଅର୍ଥ ଯୋଗାଇ ଦେଇନାହିଁ। ଫଳରେ ଏହି ଯୋଜନା ଅର୍ଥ ଅଭାବ କ୍ଷେତ୍ରରେ ବିପିଯାର କରାଯାଇ ପାରୁନାହିଁ। ଅନ୍ୟପକ୍ଷରେ କେନ୍ଦ୍ର ସରକାର ଏମ୍‌ଜିଏନ୍‌ଆର୍‌ଇଜିଏସ୍‌ ମଜୁରୀ ବୃଦ୍ଧି କରୁ ନ ଥିବାରୁ ଶ୍ରମିକମାନଙ୍କ ମଧ୍ୟରେ ଅସନ୍ତୋଷ ବଢ଼ିଛି। ରାଜ୍ୟ ସରକାର ଏହି ମଜୁରୀ ଦେଉଛନ୍ତି। ୧୯୬ ଟଙ୍କା ଦିଆଯାଉଥିବା ବେଳେ ରାଜ୍ୟ ସରକାର ଶ୍ରମ ଅଧିକ ଚାହିଁଛନ୍ତି। ୯ କୋଟି ମାନବ ଦିବସର ଲକ୍ଷ୍ୟ ମଧ୍ୟରୁ ମାତ୍ର ୬.୬୪ କୋଟି ମାନବ ଦିବସ ସୃଷ୍ଟି ହୋଇଛି।: [1115, 251, 1285, 440]
- clinic-title-text: Clinic in India for Sexual Treatment: [146, 940, 641, 977]
- table-row: [410, 1967, 745, 1992]
- top-teaser-head: ଓକିଲ ଆନ୍ଦୋଳନ ଭଣ୍ଡୁର କରିବାକୁ ଚକ୍ରାନ୍ତ: [342, 23, 690, 47]
- notice-banner: e-Procurement Notice: [504, 1799, 650, 1815]
- logo-subtext: DHARITRI: [60, 80, 108, 91]
- item-value: - 16.03.18 (Technical). Financial Bid opening / Cover – II to be declared after technical evaluation.: [193, 1579, 370, 1616]
- kolab-notice: [760, 1468, 1100, 1843]
- notice-body: No.170/GAH, Sealed tenders are invited for supply of "Dietary articles" to the Govt. Ayurvedic Hospital, Bhubaneswar during the year 1017-18. The list of articles along with terms and conditions will be made available to the parties in the Office of the undersigned on any working day from 11AM to 3PM upto 15.03.18 on payment of Rs. 100/- (Rupees One hundred) only on cash as non-refundable. The authority reserves every right to reject any or all tenders without assigning any reason thereof.: [767, 1946, 1093, 2078]
